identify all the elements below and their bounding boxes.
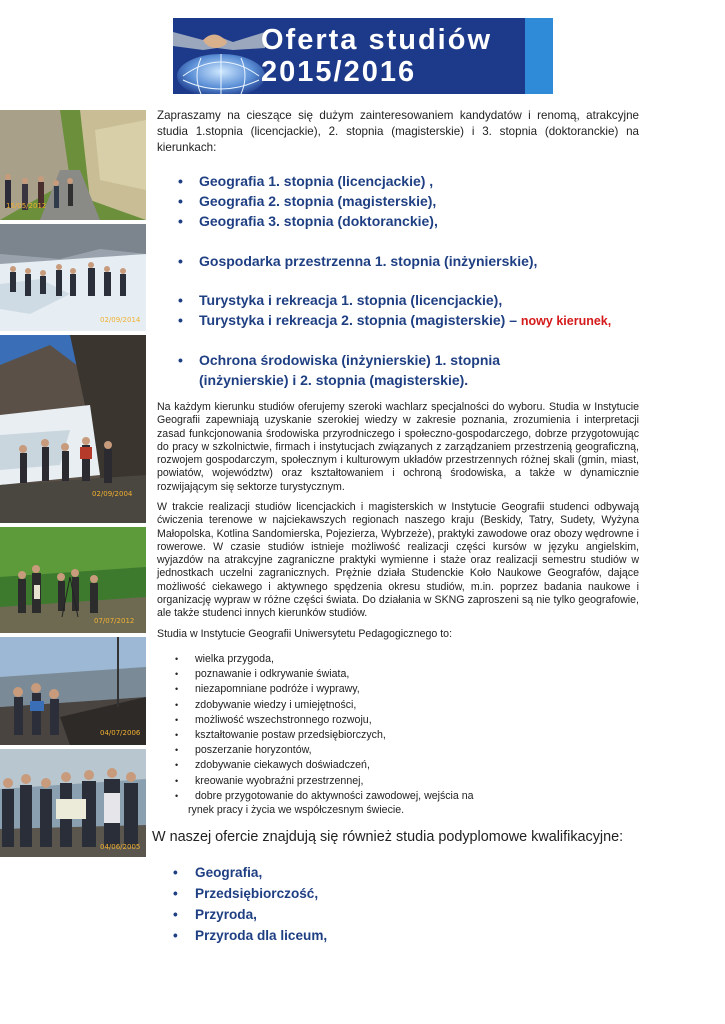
photo-map-group	[0, 749, 146, 857]
banner-title	[261, 24, 492, 88]
new-major-comma: ,	[607, 314, 612, 328]
major-geografia-2: • Geografia 2. stopnia (magisterskie),	[170, 191, 438, 211]
list-item: • poszerzanie horyzontów,	[175, 743, 474, 758]
major-ochrona-line2-text: (inżynierskie) i 2. stopnia (magisterskie).	[199, 372, 469, 388]
benefits-list	[175, 652, 474, 804]
major-ochrona-line1: • Ochrona środowiska (inżynierskie) 1. stopnia	[170, 350, 500, 370]
specializations-paragraph: Na każdym kierunku studiów oferujemy szeroki wachlarz specjalności do wyboru. Studia w Instytucie Geografii zapewniają uzyskanie szerokiej wiedzy w zakresie poznania, zrozumienia i interpretacji zasad funkcjonowania środowiska przyrodniczego i społeczno-gospodarczego, dobrze przygotowując do pracy w szkolnictwie, firmach i instytucjach związanych z zarządzaniem przestrzenią geograficzną, rozwojem gospodarczym, społecznym i kulturowym układów przestrzennych różnej skali (gmin, miast, powiatów, województw) oraz kształtowaniem i ochroną środowiska, a także w dynamicznie rozwijającym się sektorze turystycznym.	[157, 401, 639, 493]
list-item: • zdobywanie wiedzy i umiejętności,	[175, 698, 474, 713]
list-item: • poznawanie i odkrywanie świata,	[175, 667, 474, 682]
major-geografia-3: • Geografia 3. stopnia (doktoranckie),	[170, 211, 438, 231]
photo-forest-group	[0, 527, 146, 633]
photo-glacier-mountain	[0, 335, 146, 523]
photo-date-2: 02/09/2014	[100, 316, 141, 324]
list-item: • zdobywanie ciekawych doświadczeń,	[175, 758, 474, 773]
list-item: • niezapomniane podróże i wyprawy,	[175, 682, 474, 697]
banner-title-line1: Oferta studiów	[261, 24, 493, 56]
field-trips-paragraph: W trakcie realizacji studiów licencjackich i magisterskich w Instytucie Geografii studenci odbywają ćwiczenia terenowe w najciekawszych regionach naszego kraju (Beskidy, Tatry, Sudety, Wyżyna Małopolska, Kotlina Sandomierska, Pojezierza, Wybrzeże), praktyki zawodowe oraz obozy wędrowne i rowerowe. W czasie studiów istnieje możliwość realizacji części kursów w języku angielskim, wyjazdów na atrakcyjne zagraniczne praktyki wymienne i staże oraz realizacji semestru studiów w jednostkach uczelni zagranicznych. Prężnie działa Studenckie Koło Naukowe Geografów, dające możliwość ciekawego i aktywnego spędzenia okresu studiów, m.in. poprzez badania naukowe i organizację wypraw w różne części świata. Do działania w SKNG zaproszeni są nie tylko geografowie, ale także studenci innych kierunków studiów.	[157, 501, 639, 620]
banner-accent-stripe	[525, 18, 553, 94]
major-list-geography	[170, 171, 438, 231]
major-turystyka-1: • Turystyka i rekreacja 1. stopnia (licencjackie),	[170, 290, 611, 310]
list-item: • możliwość wszechstronnego rozwoju,	[175, 713, 474, 728]
postgrad-item-przyroda-liceum: • Przyroda dla liceum,	[170, 925, 327, 946]
major-turystyka-2-label: Turystyka i rekreacja 2. stopnia (magisterskie) –	[199, 312, 518, 328]
globe-handshake-icon	[173, 18, 265, 94]
major-ochrona-line2	[170, 370, 500, 390]
list-item: • wielka przygoda,	[175, 652, 474, 667]
postgrad-item-przedsiebiorczosc: • Przedsiębiorczość,	[170, 883, 327, 904]
major-list-turystyka	[170, 290, 611, 331]
major-turystyka-2	[170, 310, 611, 331]
list-item: • kształtowanie postaw przedsiębiorczych,	[175, 728, 474, 743]
benefits-continuation: rynek pracy i życia we współczesnym świecie.	[188, 804, 405, 816]
postgrad-item-przyroda: • Przyroda,	[170, 904, 327, 925]
studies-intro-line: Studia w Instytucie Geografii Uniwersytetu Pedagogicznego to:	[157, 628, 453, 640]
photo-date-3: 02/09/2004	[92, 490, 133, 498]
intro-paragraph: Zapraszamy na cieszące się dużym zainteresowaniem kandydatów i renomą, atrakcyjne studia 1.stopnia (licencjackie), 2. stopnia (magisterskie) i 3. stopnia (doktoranckie) na kierunkach:	[157, 109, 639, 154]
photo-date-6: 04/06/2005	[100, 843, 141, 851]
photo-date-1: 15/05/2012	[6, 202, 47, 210]
major-geografia-1: • Geografia 1. stopnia (licencjackie) ,	[170, 171, 438, 191]
new-major-badge: nowy kierunek	[520, 314, 608, 328]
header-banner	[173, 18, 553, 94]
major-list-ochrona	[170, 350, 500, 390]
postgrad-item-geografia: • Geografia,	[170, 862, 327, 883]
list-item: • dobre przygotowanie do aktywności zawodowej, wejścia na	[175, 789, 474, 804]
banner-title-line2: 2015/2016	[261, 56, 417, 88]
photo-date-5: 04/07/2006	[100, 729, 141, 737]
postgrad-list	[170, 862, 327, 946]
photo-date-4: 07/07/2012	[94, 617, 135, 625]
list-item: • kreowanie wyobraźni przestrzennej,	[175, 774, 474, 789]
photo-canyon-hike	[0, 110, 146, 220]
major-gospodarka: • Gospodarka przestrzenna 1. stopnia (inżynierskie),	[170, 251, 537, 271]
postgrad-heading: W naszej ofercie znajdują się również studia podyplomowe kwalifikacyjne:	[152, 829, 624, 845]
photo-glacier-group	[0, 224, 146, 331]
major-list-gospodarka	[170, 251, 537, 271]
photo-field-instruments	[0, 637, 146, 745]
